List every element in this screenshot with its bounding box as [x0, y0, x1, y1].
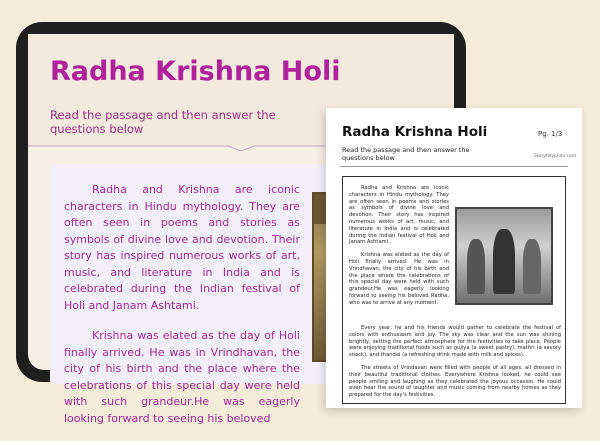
instructions-text: Read the passage and then answer the questions below [50, 108, 276, 136]
passage-paragraph: Radha and Krishna are iconic characters in Hindu mythology. They are often seen in poems and stories as symbols of divine love and devotion. Their story has inspired numerous works of art, music, and literature in India and is celebrated during the Indian festival of Holi and Janam Ashtami. [64, 183, 300, 312]
worksheet-column-text [349, 185, 449, 313]
worksheet-instructions: Read the passage and then answer the questions below [342, 146, 470, 162]
worksheet-page-number: Pg. 1/3 [538, 130, 563, 138]
worksheet-paragraph: Krishna was elated as the day of Holi finally arrived. He was in Vrindhavan, the city of his birth and the place where the celebrations of this special day were held with such grandeur.He was eagerly looking forward to seeing his beloved Radha, who was to arrive at any moment. [349, 252, 449, 306]
worksheet-page [326, 108, 582, 408]
worksheet-wide-text [349, 325, 561, 405]
worksheet-passage-box [342, 176, 566, 404]
worksheet-title: Radha Krishna Holi [342, 124, 488, 140]
worksheet-divider [340, 166, 568, 167]
worksheet-paragraph: Every year, he and his friends would gather to celebrate the festival of colors with enthusiasm and joy. The sky was clear and the sun was shining brightly, setting the perfect atmosphere for the festivities to take place. People were enjoying traditional foods such as gujiya (a sweet pastry), mathri (a savory snack), and thandai (a refreshing drink made with milk and spices). [349, 325, 561, 359]
page-title: Radha Krishna Holi [50, 56, 341, 87]
passage-paragraph: Krishna was elated as the day of Holi finally arrived. He was in Vrindhavan, the city of his birth and the place where the celebrations of this special day were held with such grandeur.He was eagerly looking forward to seeing his beloved [64, 329, 300, 425]
worksheet-illustration [455, 207, 553, 305]
worksheet-site: Storyfolyplots.com [534, 154, 577, 159]
passage-text [64, 182, 300, 441]
worksheet-paragraph: Radha and Krishna are iconic characters in Hindu mythology. They are often seen in poems and stories as symbols of divine love and devotion. Their story has inspired numerous works of art, music, and literature in India and is celebrated during the Indian festival of Holi and Janam Ashtami. [349, 185, 449, 246]
worksheet-paragraph: The streets of Vrindavan were filled with people of all ages, all dressed in their beautiful traditional clothes. Everywhere Krishna looked, he could see people smiling and laughing as they celebrated the joyous occasion. He could even hear the sound of laughter and music coming from nearby homes as they prepared for the day's festivities. [349, 364, 561, 399]
